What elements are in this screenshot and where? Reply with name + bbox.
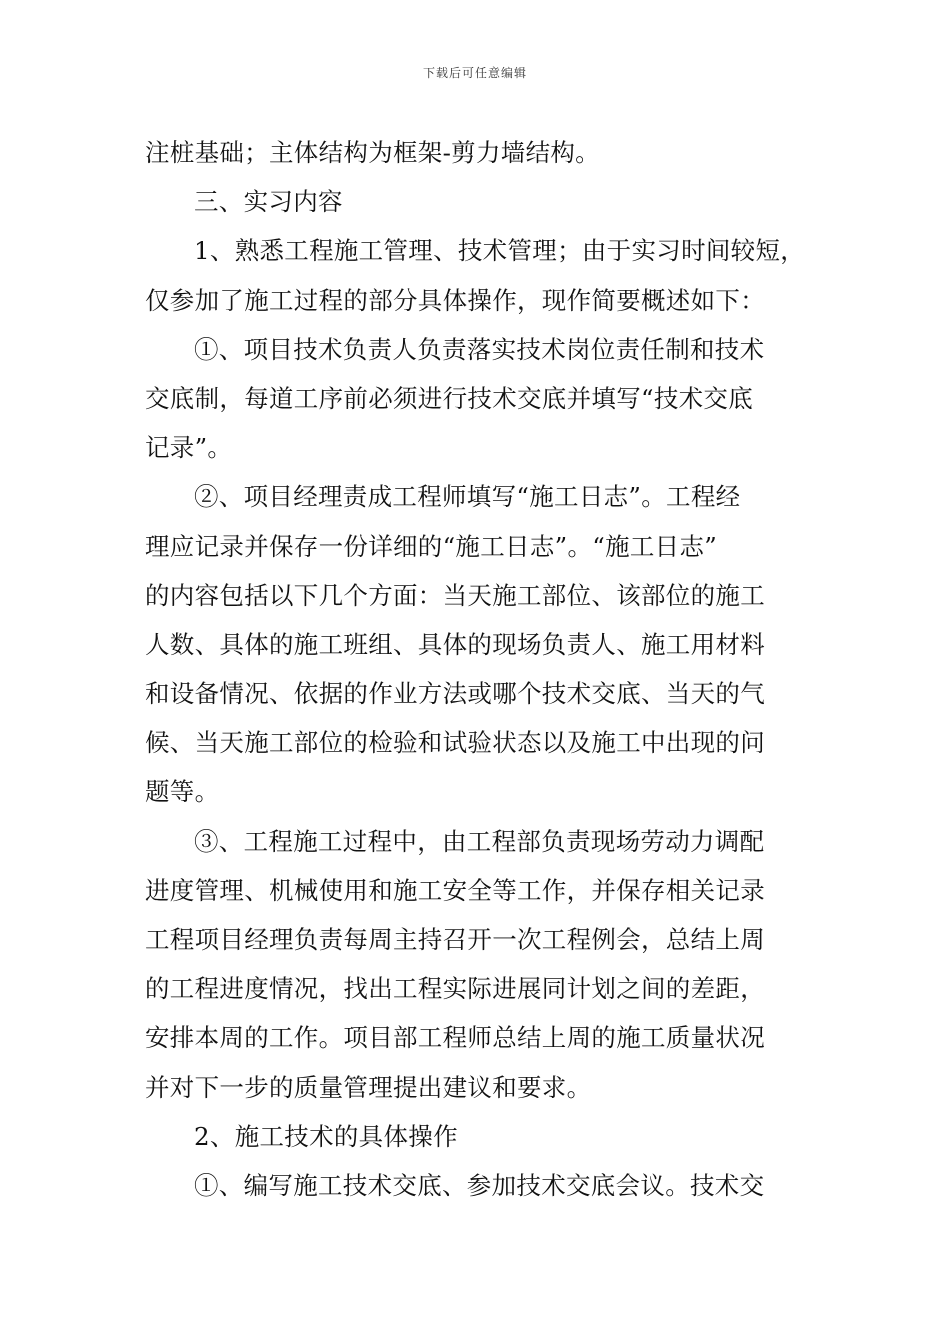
text-line: 理应记录并保存一份详细的“施工日志”。“施工日志” [145,531,718,561]
text-line: 的工程进度情况，找出工程实际进展同计划之间的差距， [145,974,765,1004]
text-line: 并对下一步的质量管理提出建议和要求。 [145,1072,592,1102]
text-line: 和设备情况、依据的作业方法或哪个技术交底、当天的气 [145,679,765,709]
text-line: 的内容包括以下几个方面：当天施工部位、该部位的施工 [145,580,765,610]
document-body [145,128,815,1210]
text-line: 1、熟悉工程施工管理、技术管理；由于实习时间较短， [194,236,806,266]
text-line: 记录”。 [145,433,233,463]
text-line: ③、工程施工过程中，由工程部负责现场劳动力调配 [194,826,765,856]
text-line: 工程项目经理负责每周主持召开一次工程例会，总结上周 [145,925,765,954]
text-line: ②、项目经理责成工程师填写“施工日志”。工程经 [194,482,741,512]
section-heading: 三、实习内容 [194,187,343,217]
text-line: 人数、具体的施工班组、具体的现场负责人、施工用材料 [145,629,765,659]
text-line: 安排本周的工作。项目部工程师总结上周的施工质量状况 [145,1023,765,1053]
page-header: 下载后可任意编辑 [422,66,527,80]
text-line: 题等。 [145,777,220,807]
text-line: 仅参加了施工过程的部分具体操作，现作简要概述如下： [145,285,765,315]
section-heading: 2、施工技术的具体操作 [194,1121,458,1151]
text-line: 进度管理、机械使用和施工安全等工作，并保存相关记录 [145,875,765,905]
text-line: 注桩基础；主体结构为框架-剪力墙结构。 [145,138,600,167]
text-line: ①、编写施工技术交底、参加技术交底会议。技术交 [194,1170,765,1200]
text-line: 交底制，每道工序前必须进行技术交底并填写“技术交底 [145,383,754,413]
text-line: 候、当天施工部位的检验和试验状态以及施工中出现的问 [145,728,765,758]
text-line: ①、项目技术负责人负责落实技术岗位责任制和技术 [194,334,765,364]
